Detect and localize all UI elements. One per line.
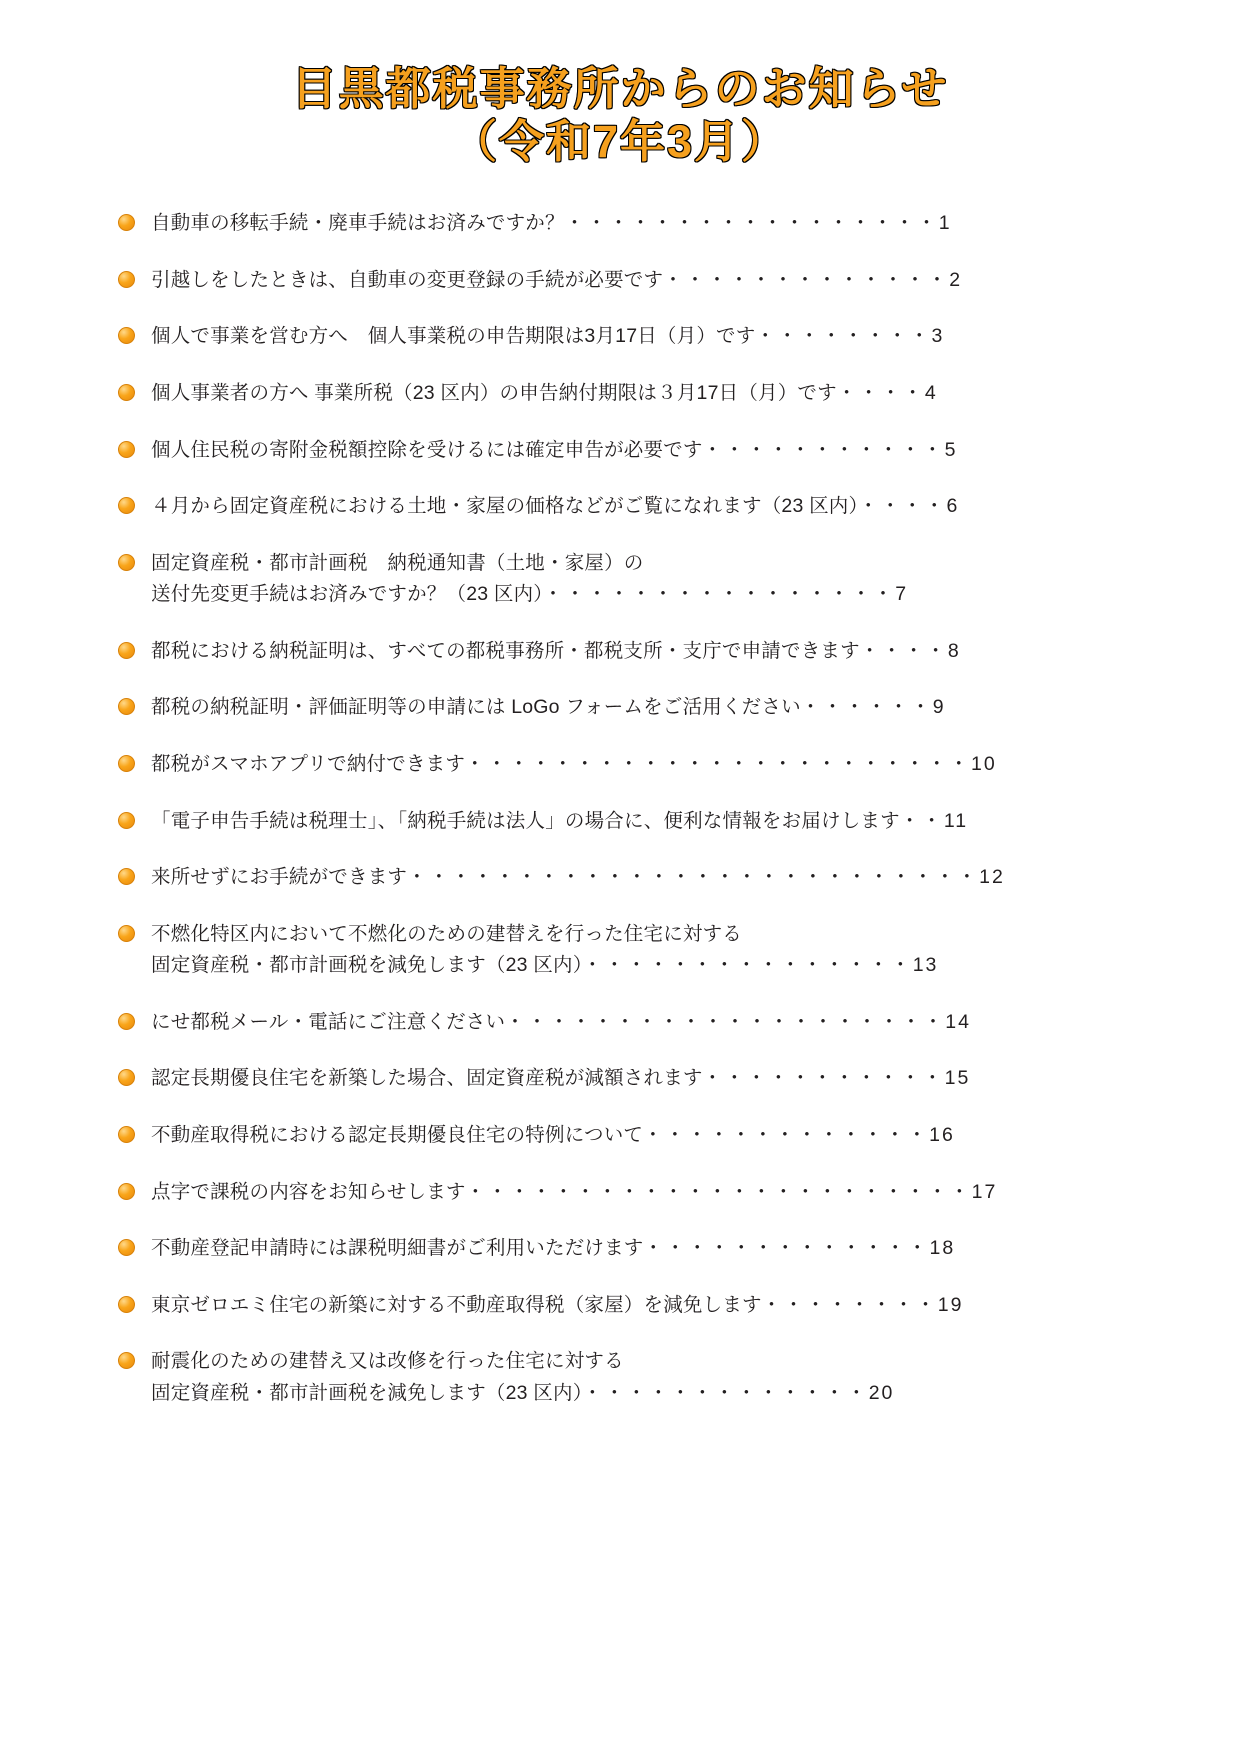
- toc-entry-text: [151, 1290, 1135, 1322]
- toc-page-number: 16: [929, 1124, 955, 1147]
- toc-entry[interactable]: [118, 1177, 1135, 1209]
- toc-page-number: 4: [924, 381, 938, 404]
- document-title: [0, 0, 1240, 168]
- toc-leader-dots: ・・・・・・・・・・・・・・・・・・・・・・・・・・: [407, 866, 980, 889]
- toc-entry-label: 不動産取得税における認定長期優良住宅の特例について: [151, 1124, 644, 1147]
- toc-entry-label: 都税がスマホアプリで納付できます: [151, 752, 466, 775]
- toc-entry-label: 個人住民税の寄附金税額控除を受けるには確定申告が必要です: [151, 438, 703, 461]
- toc-entry[interactable]: [118, 208, 1135, 240]
- bullet-circle-icon: [118, 698, 135, 715]
- toc-entry-label: 個人事業者の方へ 事業所税（23 区内）の申告納付期限は３月17日（月）です: [151, 381, 837, 404]
- toc-entry-label: 送付先変更手続はお済みですか？（23 区内）: [151, 583, 544, 606]
- toc-entry-text: [151, 1063, 1135, 1095]
- toc-entry-label: 固定資産税・都市計画税を減免します（23 区内）: [151, 954, 583, 977]
- toc-entry-label: 耐震化のための建替え又は改修を行った住宅に対する: [151, 1350, 624, 1373]
- toc-entry-text: [151, 1233, 1135, 1265]
- bullet-circle-icon: [118, 441, 135, 458]
- toc-page-number: 13: [912, 954, 939, 977]
- toc-page-number: 20: [868, 1381, 895, 1404]
- toc-entry-label: にせ都税メール・電話にご注意ください: [151, 1010, 506, 1033]
- toc-entry-text: [151, 636, 1135, 668]
- toc-entry-text: [151, 919, 1135, 982]
- toc-entry[interactable]: [118, 919, 1135, 982]
- toc-entry-label: 認定長期優良住宅を新築した場合、固定資産税が減額されます: [151, 1067, 703, 1090]
- toc-leader-dots: ・・・・: [859, 639, 948, 662]
- bullet-circle-icon: [118, 1126, 135, 1143]
- toc-page-number: 2: [949, 268, 963, 291]
- toc-entry[interactable]: [118, 862, 1135, 894]
- toc-page-number: 6: [946, 495, 960, 518]
- bullet-circle-icon: [118, 554, 135, 571]
- toc-entry[interactable]: [118, 378, 1135, 410]
- toc-entry[interactable]: [118, 1233, 1135, 1265]
- toc-page-number: 5: [944, 438, 958, 461]
- toc-leader-dots: ・・・・・・・・・・・・・: [582, 1381, 869, 1404]
- bullet-circle-icon: [118, 925, 135, 942]
- toc-entry-label: 東京ゼロエミ住宅の新築に対する不動産取得税（家屋）を減免します: [151, 1293, 762, 1316]
- toc-entry-text: [151, 491, 1135, 523]
- toc-page-number: 11: [943, 809, 969, 832]
- toc-entry-text: [151, 862, 1135, 894]
- table-of-contents: [0, 208, 1240, 1409]
- toc-entry-label: 引越しをしたときは、自動車の変更登録の手続が必要です: [151, 268, 664, 291]
- toc-entry-text: [151, 806, 1135, 838]
- toc-leader-dots: ・・・・・・・・・・・・・・・・・・・・・・・: [465, 752, 972, 775]
- toc-entry-text: [151, 321, 1135, 353]
- bullet-circle-icon: [118, 812, 135, 829]
- toc-entry[interactable]: [118, 321, 1135, 353]
- toc-entry-label: 来所せずにお手続ができます: [151, 866, 408, 889]
- bullet-circle-icon: [118, 1013, 135, 1030]
- toc-page-number: 10: [971, 752, 997, 775]
- bullet-circle-icon: [118, 214, 135, 231]
- toc-entry-label: 不燃化特区内において不燃化のための建替えを行った住宅に対する: [151, 922, 743, 945]
- toc-entry[interactable]: [118, 692, 1135, 724]
- toc-entry-label: 不動産登記申請時には課税明細書がご利用いただけます: [151, 1237, 644, 1260]
- toc-page-number: 8: [947, 639, 961, 662]
- toc-leader-dots: ・・・・: [836, 381, 925, 404]
- bullet-circle-icon: [118, 642, 135, 659]
- toc-entry-text: [151, 548, 1135, 611]
- toc-entry-label: 都税の納税証明・評価証明等の申請には LoGo フォームをご活用ください: [151, 696, 801, 719]
- toc-entry-text: [151, 1346, 1135, 1409]
- bullet-circle-icon: [118, 868, 135, 885]
- toc-entry-label: 自動車の移転手続・廃車手続はお済みですか？: [151, 212, 565, 235]
- toc-leader-dots: ・・・・・・・・・・・: [702, 438, 945, 461]
- toc-leader-dots: ・・・・・・・・・・・・・・・・: [543, 583, 896, 606]
- toc-page-number: 12: [979, 866, 1005, 889]
- bullet-circle-icon: [118, 1239, 135, 1256]
- toc-leader-dots: ・・・・・・・・: [761, 1293, 938, 1316]
- toc-entry[interactable]: [118, 806, 1135, 838]
- toc-entry-label: 都税における納税証明は、すべての都税事務所・都税支所・支庁で申請できます: [151, 639, 860, 662]
- document-title-line-1: 目黒都税事務所からのお知らせ: [291, 63, 949, 114]
- bullet-circle-icon: [118, 271, 135, 288]
- toc-page-number: 1: [938, 212, 952, 235]
- toc-page-number: 18: [929, 1237, 956, 1260]
- toc-leader-dots: ・・・・・・・・・・・・・: [663, 268, 950, 291]
- toc-entry-label: 固定資産税・都市計画税 納税通知書（土地・家屋）の: [151, 551, 644, 574]
- toc-page-number: 9: [932, 696, 946, 719]
- toc-entry[interactable]: [118, 491, 1135, 523]
- toc-leader-dots: ・・・・・・・・・・・・・・・・・: [564, 212, 939, 235]
- toc-leader-dots: ・・・・・・・・・・・・・・・・・・・・・・・: [465, 1180, 972, 1203]
- toc-page-number: 14: [945, 1010, 971, 1033]
- toc-entry-label: 「電子申告手続は税理士」、「納税手続は法人」の場合に、便利な情報をお届けします: [151, 809, 900, 832]
- toc-page-number: 17: [971, 1180, 998, 1203]
- bullet-circle-icon: [118, 497, 135, 514]
- toc-entry-text: [151, 1177, 1135, 1209]
- toc-entry-text: [151, 208, 1135, 240]
- toc-page-number: 19: [937, 1293, 964, 1316]
- toc-leader-dots: ・・・・・・・・・・・: [702, 1067, 945, 1090]
- toc-entry-text: [151, 265, 1135, 297]
- toc-leader-dots: ・・・・・・・・: [755, 325, 932, 348]
- toc-entry-text: [151, 435, 1135, 467]
- toc-leader-dots: ・・: [899, 809, 944, 832]
- toc-leader-dots: ・・・・・・: [800, 696, 933, 719]
- toc-entry-text: [151, 1120, 1135, 1152]
- toc-entry-label: ４月から固定資産税における土地・家屋の価格などがご覧になれます（23 区内）: [151, 495, 859, 518]
- toc-entry-text: [151, 692, 1135, 724]
- toc-entry[interactable]: [118, 1007, 1135, 1039]
- toc-entry-label: 個人で事業を営む方へ 個人事業税の申告期限は3月17日（月）です: [151, 325, 756, 348]
- toc-entry[interactable]: [118, 1063, 1135, 1095]
- toc-entry[interactable]: [118, 548, 1135, 611]
- toc-leader-dots: ・・・・: [858, 495, 947, 518]
- document-title-line-2: （令和7年3月）: [451, 116, 789, 168]
- toc-leader-dots: ・・・・・・・・・・・・・・・・・・・・: [505, 1010, 946, 1033]
- toc-entry-label: 点字で課税の内容をお知らせします: [151, 1180, 466, 1203]
- bullet-circle-icon: [118, 755, 135, 772]
- toc-leader-dots: ・・・・・・・・・・・・・: [643, 1237, 930, 1260]
- toc-entry[interactable]: [118, 1120, 1135, 1152]
- toc-entry-text: [151, 749, 1135, 781]
- toc-leader-dots: ・・・・・・・・・・・・・: [643, 1124, 930, 1147]
- bullet-circle-icon: [118, 1183, 135, 1200]
- bullet-circle-icon: [118, 1352, 135, 1369]
- bullet-circle-icon: [118, 384, 135, 401]
- toc-entry-text: [151, 378, 1135, 410]
- toc-page-number: 15: [944, 1067, 971, 1090]
- toc-entry-label: 固定資産税・都市計画税を減免します（23 区内）: [151, 1381, 583, 1404]
- bullet-circle-icon: [118, 1296, 135, 1313]
- toc-entry-text: [151, 1007, 1135, 1039]
- toc-entry[interactable]: [118, 636, 1135, 668]
- bullet-circle-icon: [118, 327, 135, 344]
- toc-entry[interactable]: [118, 749, 1135, 781]
- bullet-circle-icon: [118, 1069, 135, 1086]
- toc-leader-dots: ・・・・・・・・・・・・・・・: [582, 954, 913, 977]
- toc-entry[interactable]: [118, 1346, 1135, 1409]
- toc-entry[interactable]: [118, 1290, 1135, 1322]
- toc-page-number: 3: [931, 325, 945, 348]
- toc-entry[interactable]: [118, 435, 1135, 467]
- toc-entry[interactable]: [118, 265, 1135, 297]
- toc-page-number: 7: [895, 583, 909, 606]
